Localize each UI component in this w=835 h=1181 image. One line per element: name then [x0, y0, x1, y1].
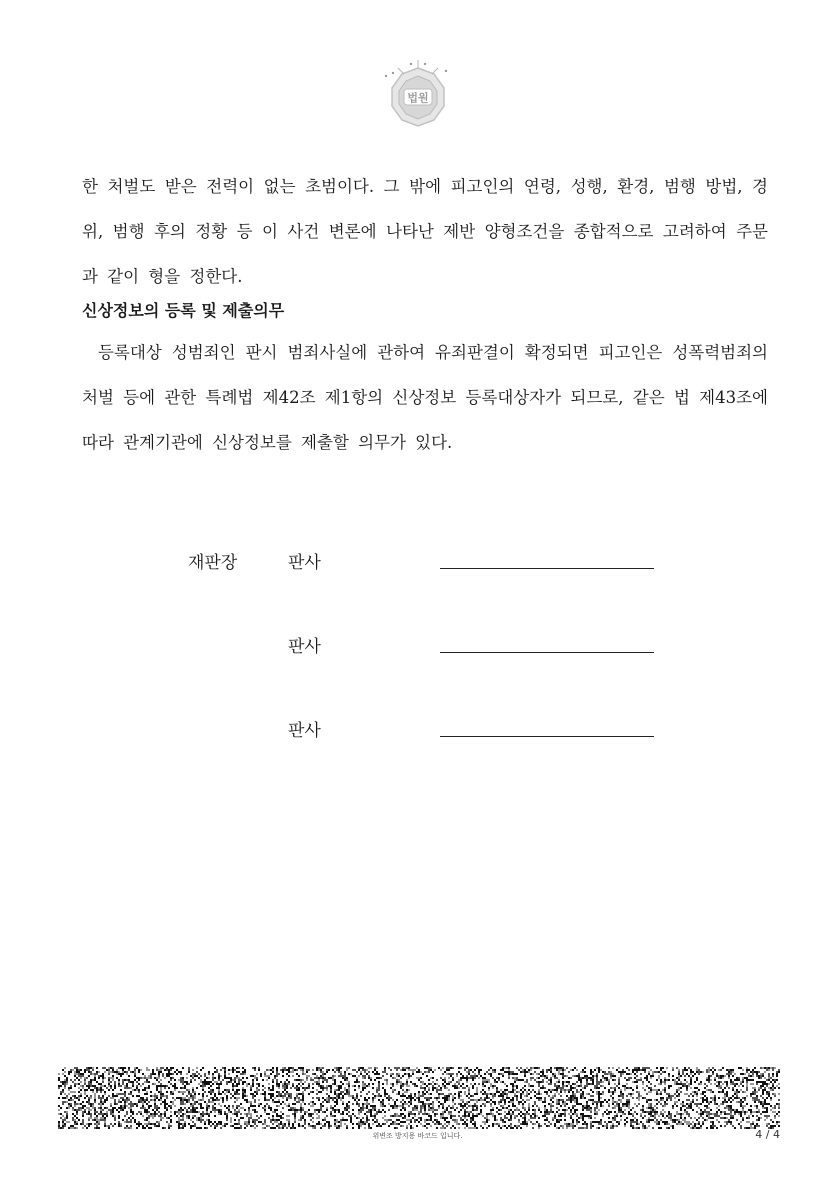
- presiding-judge-title: 재판장: [188, 553, 238, 573]
- body-paragraph-registration: 등록대상 성범죄인 판시 범죄사실에 관하여 유죄판결이 확정되면 피고인은 성폭력범죄의 처벌 등에 관한 특례법 제42조 제1항의 신상정보 등록대상자가 되므로, 같은 법 제43조에 따라 관계기관에 신상정보를 제출할 의무가 있다.: [82, 343, 768, 452]
- signature-line: [440, 736, 654, 737]
- body-paragraph-sentencing: 한 처벌도 받은 전력이 없는 초범이다. 그 밖에 피고인의 연령, 성행, 환경, 범행 방법, 경위, 범행 후의 정황 등 이 사건 변론에 나타난 제반 양형조건을 종합적으로 고려하여 주문과 같이 형을 정한다.: [82, 177, 768, 286]
- section-heading: 신상정보의 등록 및 제출의무: [82, 301, 285, 320]
- judge-label: 판사: [288, 553, 321, 573]
- svg-text:법원: 법원: [407, 91, 429, 105]
- judge-label: 판사: [288, 721, 321, 741]
- page-number: 4 / 4: [755, 1128, 780, 1141]
- barcode-note: 위변조 방지용 바코드 입니다.: [372, 1132, 463, 1140]
- anti-forgery-barcode: [58, 1067, 780, 1129]
- judge-label: 판사: [288, 637, 321, 657]
- court-seal-icon: [380, 60, 456, 136]
- signature-line: [440, 568, 654, 569]
- signature-line: [440, 652, 654, 653]
